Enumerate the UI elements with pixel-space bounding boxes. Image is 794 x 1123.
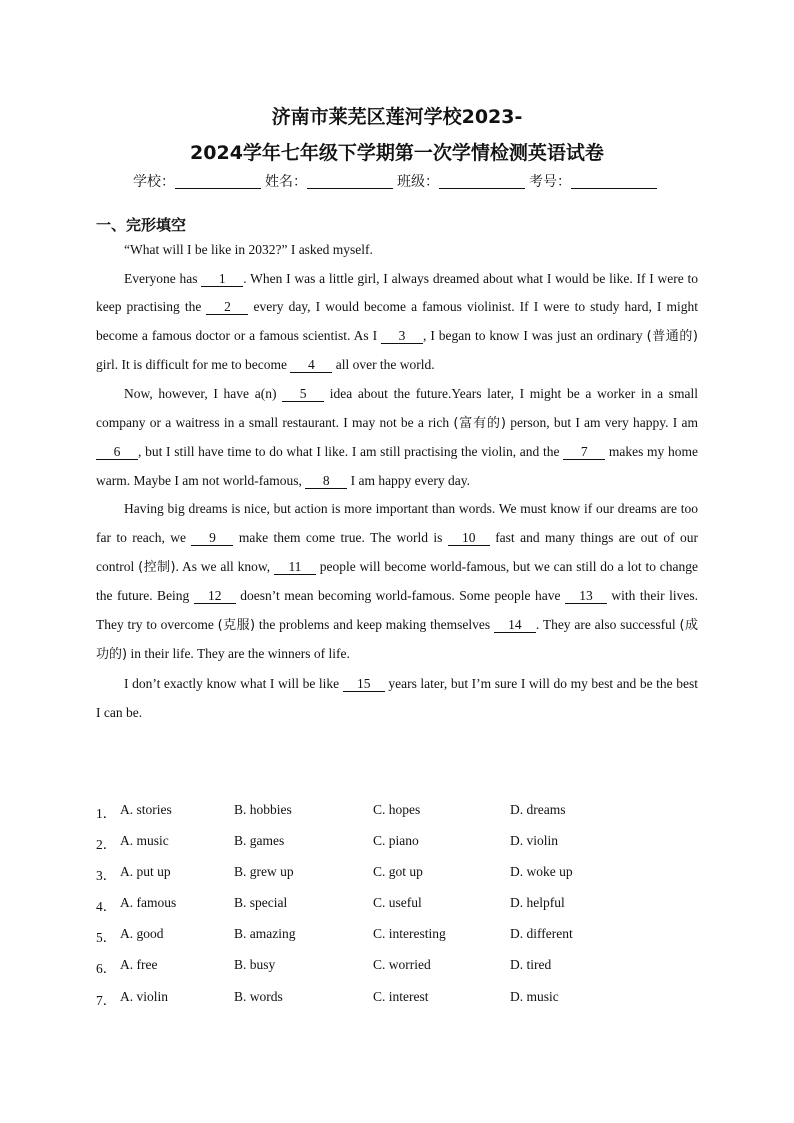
option-c: C. hopes <box>373 802 421 817</box>
class-label: 班级： <box>397 174 439 190</box>
name-blank <box>307 175 393 189</box>
school-label: 学校： <box>133 174 175 190</box>
option-c: C. interesting <box>373 926 446 942</box>
blank-13: 13 <box>565 588 607 604</box>
option-d: D. helpful <box>510 895 565 911</box>
name-label: 姓名： <box>265 174 307 190</box>
text: I don’t exactly know what I will be like <box>124 675 343 691</box>
option-a: A. good <box>120 926 164 942</box>
paragraph-4 <box>96 495 698 670</box>
option-a: A. stories <box>120 802 172 817</box>
class-blank <box>439 175 525 189</box>
blank-3: 3 <box>381 328 423 344</box>
blank-9: 9 <box>191 530 233 546</box>
text: all over the world. <box>332 357 435 373</box>
text: , but I still have time to do what I like. I am still practising the violin, and the <box>138 444 564 460</box>
option-d: D. dreams <box>510 802 566 817</box>
text: person, but I am very happy. I am <box>505 414 698 430</box>
option-c: C. piano <box>373 833 419 849</box>
option-c: C. useful <box>373 895 422 911</box>
option-a: A. famous <box>120 895 177 911</box>
option-d: D. tired <box>510 957 552 973</box>
option-b: B. hobbies <box>234 802 292 817</box>
text: every day, I would become a famous violinist. If I were to study hard, I might become a famous doctor or a famous scientist. As I <box>96 299 698 343</box>
text: people will become world-famous, but we can still do a lot to change the future. Being <box>96 558 698 604</box>
text: idea about the future.Years later, I might be a worker in a small company or a waitress in a small restaurant. I may not be a rich <box>96 385 698 430</box>
text: the problems and keep making themselves <box>255 616 494 632</box>
text: doesn’t mean becoming world-famous. Some people have <box>235 588 565 604</box>
chinese-gloss: (成功的) <box>96 617 698 663</box>
blank-1: 1 <box>201 271 243 287</box>
exam-number-blank <box>571 175 657 189</box>
option-a: A. music <box>120 833 169 849</box>
text: . As we all know, <box>175 558 274 574</box>
option-c: C. worried <box>373 957 431 973</box>
question-number: 4． <box>96 899 117 915</box>
text: , I began to know I was just an ordinary <box>423 327 647 343</box>
option-b: B. amazing <box>234 926 296 942</box>
question-row <box>96 957 716 988</box>
option-d: D. violin <box>510 833 559 849</box>
exam-title-line-1: 济南市莱芜区莲河学校2023- <box>271 106 523 128</box>
exam-number-label: 考号： <box>529 174 571 190</box>
question-number: 2． <box>96 837 117 853</box>
text: I am happy every day. <box>347 472 471 488</box>
chinese-gloss: (普通的) <box>646 328 698 344</box>
blank-12: 12 <box>194 588 236 604</box>
answer-options <box>96 802 716 1020</box>
paragraph-3 <box>96 380 698 495</box>
blank-8: 8 <box>305 473 347 489</box>
option-b: B. grew up <box>234 864 294 880</box>
text: with their lives. They try to overcome <box>96 588 698 632</box>
question-row <box>96 926 716 957</box>
question-number: 3． <box>96 868 117 884</box>
text: . They are also successful <box>535 616 680 632</box>
cloze-passage <box>96 236 698 727</box>
question-row <box>96 864 716 895</box>
question-number: 1． <box>96 806 117 821</box>
text: girl. It is difficult for me to become <box>96 357 291 373</box>
option-b: B. special <box>234 895 288 911</box>
blank-2: 2 <box>206 299 248 315</box>
paragraph-1: “What will I be like in 2032?” I asked myself. <box>124 242 373 257</box>
option-d: D. different <box>510 926 573 942</box>
question-row <box>96 833 716 864</box>
text: fast and many things are out of our control <box>96 529 698 574</box>
blank-7: 7 <box>563 444 605 460</box>
student-info-row <box>0 171 794 191</box>
text: Now, however, I have a(n) <box>124 385 283 401</box>
option-b: B. words <box>234 988 283 1004</box>
text: make them come true. The world is <box>233 529 448 545</box>
blank-11: 11 <box>274 559 316 575</box>
paragraph-5 <box>96 670 698 727</box>
option-c: C. got up <box>373 864 423 880</box>
option-b: B. games <box>234 833 285 849</box>
question-number: 7． <box>96 992 117 1008</box>
question-number: 5． <box>96 930 117 946</box>
blank-14: 14 <box>494 617 536 633</box>
option-a: A. free <box>120 957 158 973</box>
question-row <box>96 802 716 833</box>
section-heading-cloze: 一、完形填空 <box>96 216 187 234</box>
question-row <box>96 895 716 926</box>
chinese-gloss: (克服) <box>217 617 256 633</box>
text: makes my home warm. Maybe I am not world-famous, <box>96 444 698 488</box>
chinese-gloss: (富有的) <box>453 415 506 431</box>
blank-5: 5 <box>282 386 324 402</box>
blank-6: 6 <box>96 444 138 460</box>
paragraph-2 <box>96 265 698 380</box>
option-d: D. music <box>510 988 559 1004</box>
text: Having big dreams is nice, but action is more important than words. We must know if our dreams are too far to reach, we <box>96 501 698 545</box>
option-a: A. put up <box>120 864 171 880</box>
text: in their life. They are the winners of life. <box>127 646 350 662</box>
text: Everyone has <box>124 270 202 286</box>
option-d: D. woke up <box>510 864 573 880</box>
blank-15: 15 <box>343 676 385 692</box>
option-c: C. interest <box>373 988 429 1004</box>
option-b: B. busy <box>234 957 276 973</box>
chinese-gloss: (控制) <box>138 559 176 575</box>
exam-title-line-2: 2024学年七年级下学期第一次学情检测英语试卷 <box>190 142 604 164</box>
text: years later, but I’m sure I will do my best and be the best I can be. <box>96 675 698 720</box>
question-number: 6． <box>96 961 117 977</box>
school-blank <box>175 175 261 189</box>
option-a: A. violin <box>120 988 169 1004</box>
question-row <box>96 989 716 1020</box>
text: . When I was a little girl, I always dreamed about what I would be like. If I were to keep practising the <box>96 270 698 315</box>
blank-4: 4 <box>290 357 332 373</box>
blank-10: 10 <box>448 530 490 546</box>
